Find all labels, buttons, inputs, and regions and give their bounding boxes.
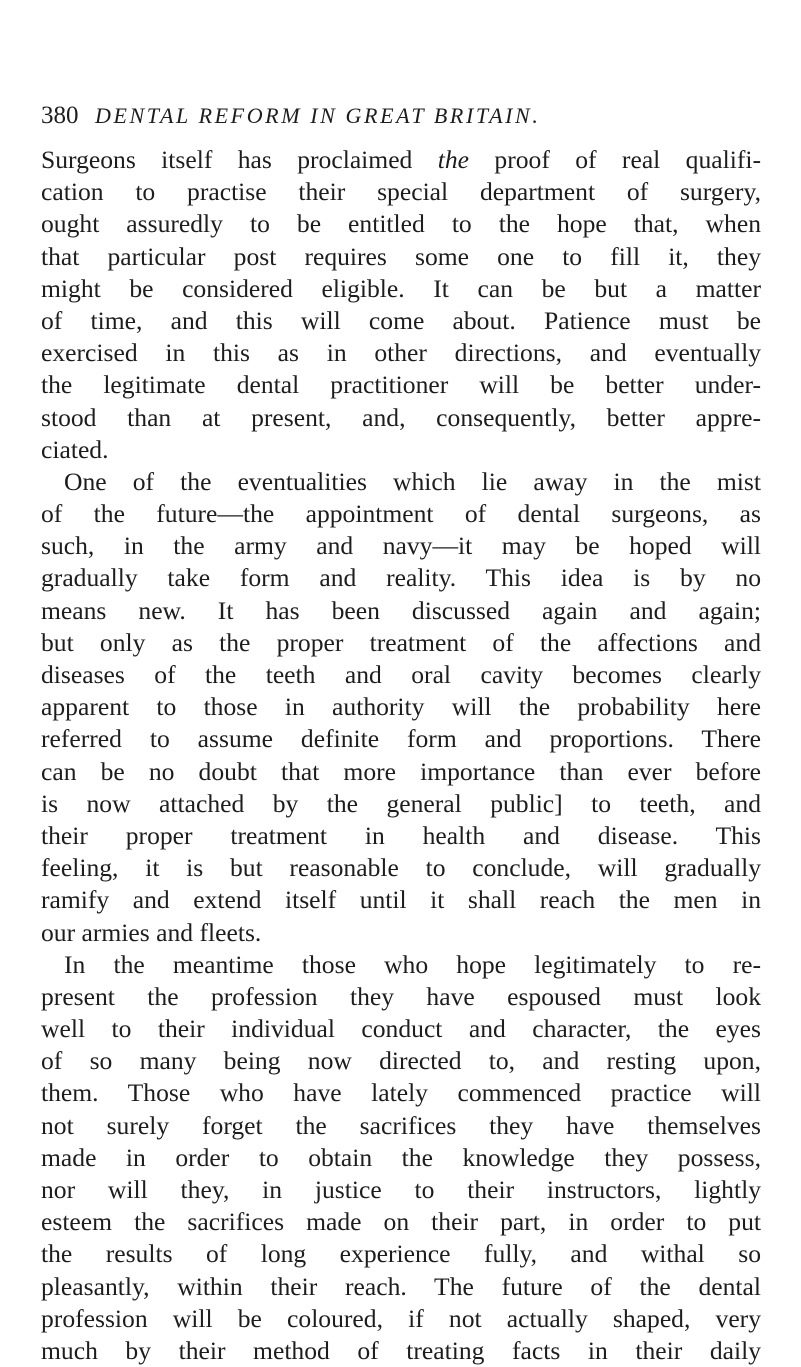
text-line: can be no doubt that more importance than ever before — [41, 756, 761, 786]
text-line: pleasantly, within their reach. The future of the dental — [41, 1271, 761, 1301]
text-line: ought assuredly to be entitled to the hope that, when — [41, 209, 761, 239]
text-line: apparent to those in authority will the probability here — [41, 692, 761, 722]
page-number: 380 — [41, 102, 79, 129]
text-line: ramify and extend itself until it shall reach the men in — [41, 885, 761, 915]
text-line: ciated. — [41, 434, 109, 464]
page-header — [41, 100, 761, 132]
text-line: cation to practise their special department of surgery, — [41, 177, 761, 207]
text-line: feeling, it is but reasonable to conclude, will gradually — [41, 853, 761, 883]
text-line: profession will be coloured, if not actually shaped, very — [41, 1303, 761, 1333]
text-line: not surely forget the sacrifices they have themselves — [41, 1110, 761, 1140]
text-line: such, in the army and navy—it may be hoped will — [41, 531, 761, 561]
text-line: stood than at present, and, consequently, better appre- — [41, 402, 761, 432]
text-line: present the profession they have espoused must look — [41, 981, 761, 1011]
text-line: diseases of the teeth and oral cavity becomes clearly — [41, 660, 761, 689]
text-line: referred to assume definite form and proportions. There — [41, 724, 761, 754]
text-line: gradually take form and reality. This idea is by no — [41, 563, 761, 593]
text-line: made in order to obtain the knowledge they possess, — [41, 1142, 761, 1172]
text-line: much by their method of treating facts in their daily — [41, 1335, 761, 1365]
body-text — [41, 144, 761, 1367]
text-line: that particular post requires some one to fill it, they — [41, 241, 761, 271]
italic-emphasis: the — [437, 145, 470, 174]
text-line: esteem the sacrifices made on their part, in order to put — [41, 1207, 761, 1237]
text-line: exercised in this as in other directions, and eventually — [41, 338, 761, 368]
text-line: their proper treatment in health and disease. This — [41, 820, 761, 850]
text-line: means new. It has been discussed again and again; — [41, 595, 761, 625]
text-line: the legitimate dental practitioner will be better under- — [41, 370, 761, 400]
text-line: them. Those who have lately commenced practice will — [41, 1078, 761, 1108]
text-line: of so many being now directed to, and resting upon, — [41, 1046, 761, 1076]
text-line — [41, 144, 761, 176]
text-line: of time, and this will come about. Patience must be — [41, 305, 761, 335]
text-line: but only as the proper treatment of the affections and — [41, 627, 761, 657]
text-fragment: proof of real qualifi- — [494, 145, 761, 174]
text-line: our armies and fleets. — [41, 917, 262, 947]
text-line: of the future—the appointment of dental surgeons, as — [41, 499, 761, 529]
text-line: might be considered eligible. It can be but a matter — [41, 273, 761, 303]
text-line: One of the eventualities which lie away in the mist — [64, 466, 761, 496]
text-line: is now attached by the general public] to teeth, and — [41, 788, 761, 818]
text-fragment: Surgeons itself has proclaimed — [41, 145, 413, 174]
text-line: the results of long experience fully, and withal so — [41, 1239, 761, 1269]
running-title: DENTAL REFORM IN GREAT BRITAIN. — [95, 103, 541, 128]
text-line: nor will they, in justice to their instructors, lightly — [41, 1175, 761, 1204]
text-line: well to their individual conduct and character, the eyes — [41, 1014, 761, 1044]
text-line: In the meantime those who hope legitimately to re- — [64, 949, 761, 979]
